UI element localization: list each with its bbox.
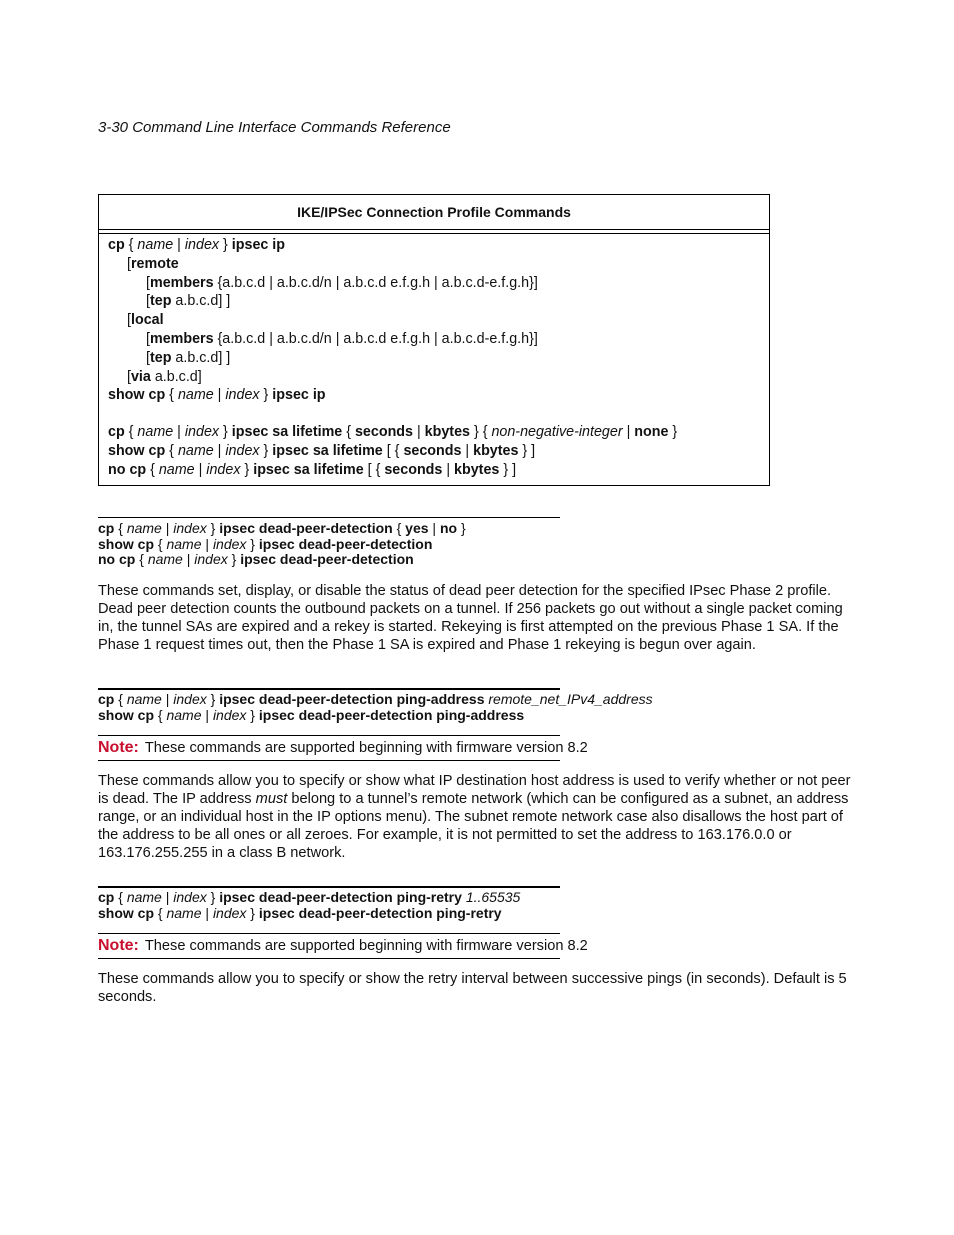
syntax-line: cp { name | index } ipsec dead-peer-detection { yes | no } [98, 520, 466, 536]
cmd-line: [members {a.b.c.d | a.b.c.d/n | a.b.c.d e.f.g.h | a.b.c.d-e.f.g.h}] [146, 330, 538, 347]
cmd-line: [members {a.b.c.d | a.b.c.d/n | a.b.c.d e.f.g.h | a.b.c.d-e.f.g.h}] [146, 274, 538, 291]
description-paragraph: These commands set, display, or disable the status of dead peer detection for the specified IPsec Phase 2 profile. Dead peer detection counts the outbound packets on a tunnel. If 256 packets go out without a single packet coming in, the tunnel SAs are expired and a rekey is started. Rekeying is first attempted on the previous Phase 1 SA. If the Phase 1 request times out, then the Phase 1 SA is expired and Phase 1 rekeying is begun over again. [98, 582, 843, 653]
syntax-line: show cp { name | index } ipsec dead-peer-detection ping-retry [98, 904, 502, 921]
note-text: These commands are supported beginning with firmware version 8.2 [144, 740, 588, 757]
syntax-line: no cp { name | index } ipsec dead-peer-detection [98, 551, 414, 568]
note-label: Note: [98, 937, 139, 955]
page-header: 3-30 Command Line Interface Commands Reference [98, 119, 451, 136]
syntax-line: show cp { name | index } ipsec dead-peer-detection [98, 535, 433, 552]
cmd-line: cp { name | index } ipsec ip [108, 237, 286, 253]
cmd-line: [local [127, 312, 164, 329]
divider [98, 958, 560, 959]
divider [98, 760, 560, 761]
cmd-line: show cp { name | index } ipsec sa lifetime [ { seconds | kbytes } ] [108, 443, 536, 460]
note [98, 736, 858, 760]
cmd-line: [tep a.b.c.d] ] [146, 293, 231, 310]
description-paragraph: These commands allow you to specify or show what IP destination host address is used to verify whether or not peer is dead. The IP address must belong to a tunnel’s remote network (which can be configured as a subnet, an address range, or an individual host in the IP options menu). The subnet remote network case also disallows the host part of the address to be all ones or all zeroes. For example, it is not permitted to set the address to 163.176.0.0 or 163.176.255.255 in a class B network. [98, 773, 851, 862]
cmd-line: show cp { name | index } ipsec ip [108, 387, 326, 404]
cmd-line: [via a.b.c.d] [127, 368, 202, 385]
note [98, 934, 858, 958]
cmd-line: [remote [127, 255, 179, 272]
command-table [98, 194, 770, 486]
note-block [98, 735, 858, 761]
cmd-line: no cp { name | index } ipsec sa lifetime [ { seconds | kbytes } ] [108, 461, 517, 478]
note-block [98, 933, 858, 959]
syntax-line: cp { name | index } ipsec dead-peer-detection ping-address remote_net_IPv4_address [98, 691, 653, 707]
description-paragraph: These commands allow you to specify or show the retry interval between successive pings (in seconds). Default is 5 seconds. [98, 971, 847, 1006]
dead-peer-detection-section [98, 517, 858, 654]
ping-retry-section [98, 886, 858, 1006]
cmd-line: cp { name | index } ipsec sa lifetime { seconds | kbytes } { non-negative-integer | none } [108, 424, 678, 441]
syntax-line: cp { name | index } ipsec dead-peer-detection ping-retry 1..65535 [98, 889, 521, 905]
cmd-line: [tep a.b.c.d] ] [146, 349, 231, 366]
command-table-title: IKE/IPSec Connection Profile Commands [99, 195, 769, 230]
syntax-line: show cp { name | index } ipsec dead-peer-detection ping-address [98, 706, 525, 723]
command-table-body [99, 230, 769, 480]
note-label: Note: [98, 739, 139, 757]
spacer [108, 405, 769, 423]
note-text: These commands are supported beginning with firmware version 8.2 [144, 938, 588, 955]
ping-address-section [98, 688, 858, 862]
